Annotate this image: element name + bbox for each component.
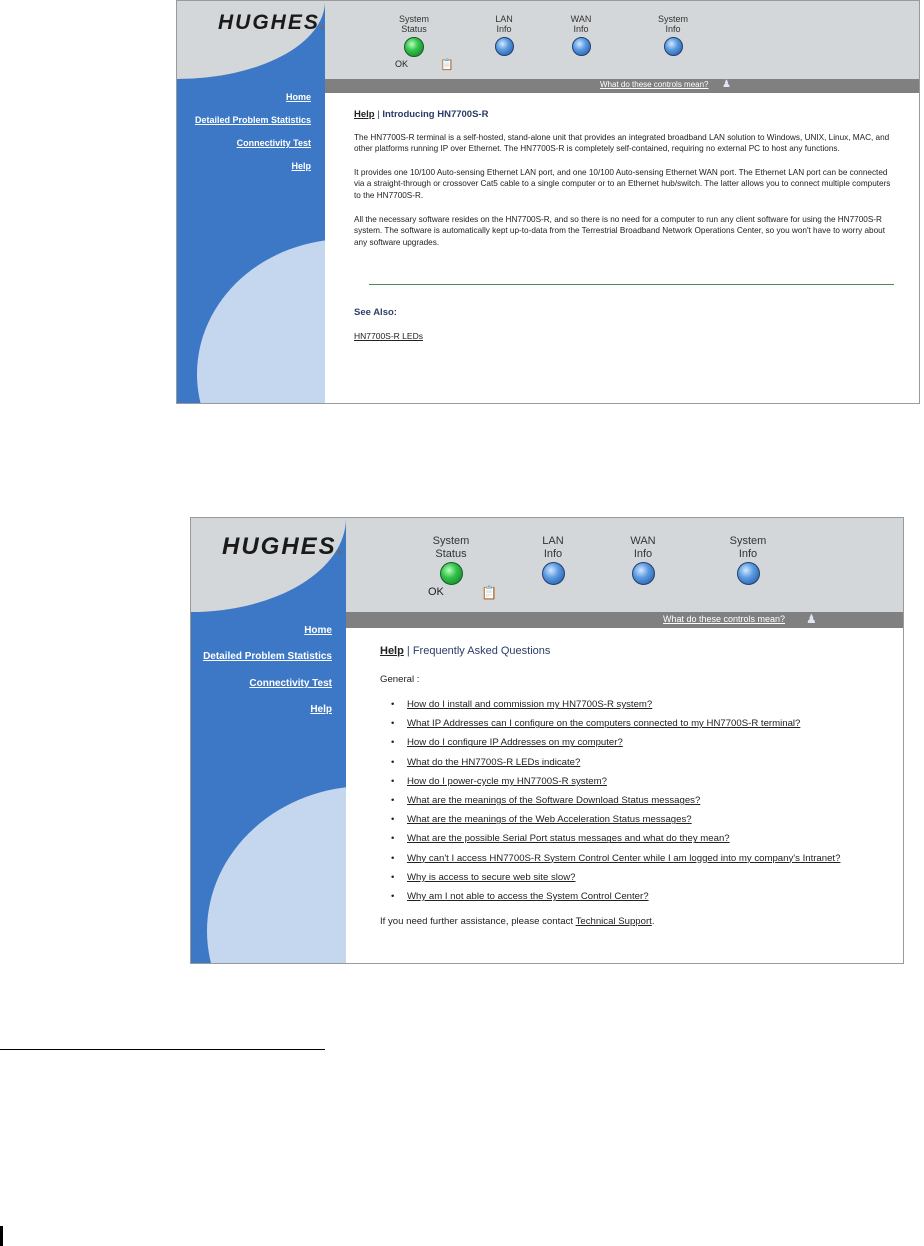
list-item: [389, 810, 890, 829]
indicator-lan-info[interactable]: [487, 14, 521, 56]
status-led-green-icon[interactable]: [404, 37, 424, 57]
faq-list: [389, 695, 890, 906]
assist-suffix: .: [651, 916, 655, 928]
list-item: [389, 714, 890, 733]
person-icon[interactable]: ♟: [722, 79, 731, 90]
breadcrumb-sep: |: [374, 109, 383, 120]
status-led-green-icon[interactable]: [440, 562, 463, 585]
sidebar-item-home[interactable]: Home: [285, 92, 311, 102]
wan-led-icon[interactable]: [572, 37, 591, 56]
section-label: General :: [380, 674, 420, 685]
clipboard-icon[interactable]: 📋: [481, 585, 498, 600]
faq-link[interactable]: How do I install and commission my HN7700S-R system?: [407, 699, 653, 710]
indicator-label: System Info: [657, 14, 688, 35]
controls-help-link[interactable]: What do these controls mean?: [600, 80, 709, 89]
faq-link[interactable]: Why is access to secure web site slow?: [407, 871, 576, 883]
sidebar: [191, 518, 346, 963]
controls-band: [325, 79, 919, 93]
sidebar-item-help[interactable]: Help: [310, 704, 332, 715]
paragraph: The HN7700S-R terminal is a self-hosted, stand-alone unit that provides an integrated broadband LAN solution to Windows, UNIX, Linux, MAC, and other platforms running IP over Ethernet. The HN7700S-R is completely self-contained, requiring no external PC to host any functions.: [354, 132, 890, 154]
sidebar-item-detailed-problem-statistics[interactable]: Detailed Problem Statistics: [203, 651, 332, 662]
faq-link[interactable]: How do I power-cycle my HN7700S-R system?: [407, 775, 607, 787]
logo-mark: .: [336, 533, 346, 560]
list-item: [389, 829, 890, 848]
list-item: [389, 791, 890, 810]
breadcrumb-title: Frequently Asked Questions: [412, 645, 551, 657]
list-item: [389, 753, 890, 772]
see-also-link[interactable]: HN7700S-R LEDs: [354, 331, 423, 341]
page-title: [380, 645, 890, 657]
indicator-wan-info[interactable]: [564, 14, 598, 56]
sidebar-swoosh-bottom: [197, 239, 325, 403]
clipboard-icon[interactable]: 📋: [440, 59, 454, 71]
screenshot-faq: [190, 517, 904, 964]
breadcrumb-help-link[interactable]: Help: [380, 645, 404, 657]
person-icon[interactable]: ♟: [806, 612, 817, 626]
technical-support-link[interactable]: Technical Support: [575, 916, 652, 928]
list-item: [389, 868, 890, 887]
controls-band: [346, 612, 903, 628]
indicator-label: WAN Info: [630, 535, 656, 560]
main-content: [354, 109, 899, 248]
list-item: [389, 849, 890, 868]
page-edge-bar: [0, 1226, 3, 1246]
indicator-lan-info[interactable]: [533, 535, 573, 585]
list-item: [389, 772, 890, 791]
divider: [369, 284, 894, 285]
faq-link[interactable]: What do the HN7700S-R LEDs indicate?: [407, 756, 581, 768]
list-item: [389, 887, 890, 906]
sidebar-item-help[interactable]: Help: [291, 161, 311, 171]
system-info-led-icon[interactable]: [664, 37, 683, 56]
page-title: [354, 109, 899, 121]
breadcrumb-sep: |: [403, 645, 413, 657]
hughes-logo: [218, 11, 328, 35]
status-ok-text: OK: [428, 586, 444, 598]
faq-link[interactable]: How do I configure IP Addresses on my computer?: [407, 737, 623, 749]
see-also-heading: See Also:: [354, 307, 397, 318]
system-info-led-icon[interactable]: [737, 562, 760, 585]
indicator-label: WAN Info: [570, 14, 592, 35]
controls-help-link[interactable]: What do these controls mean?: [663, 614, 786, 624]
logo-text: HUGHES: [218, 11, 320, 34]
footnote-rule: [0, 1049, 325, 1050]
breadcrumb-help-link[interactable]: Help: [354, 109, 375, 120]
indicator-label: System Status: [398, 14, 429, 35]
screenshot-introducing: [176, 0, 920, 404]
list-item: [389, 733, 890, 752]
faq-link[interactable]: What are the meanings of the Web Acceleration Status messages?: [407, 814, 692, 826]
main-content: [380, 645, 890, 927]
sidebar-item-home[interactable]: Home: [304, 625, 332, 636]
paragraph: It provides one 10/100 Auto-sensing Ethernet LAN port, and one 10/100 Auto-sensing Ethernet WAN port. The Ethernet LAN port can be connected via a straight-through or crossover Cat5 cable to a single computer or to an Ethernet hub/switch. The latter allows you to connect multiple computers to the HN7700S-R.: [354, 167, 891, 200]
indicator-system-status[interactable]: [394, 14, 434, 57]
indicator-label: System Info: [729, 535, 767, 560]
assist-prefix: If you need further assistance, please contact: [380, 916, 576, 928]
hughes-logo: [222, 533, 345, 561]
sidebar-swoosh-bottom: [207, 786, 346, 963]
faq-link[interactable]: Why am I not able to access the System Control Center?: [407, 891, 649, 903]
assistance-text: [380, 916, 890, 927]
indicator-label: LAN Info: [495, 14, 513, 35]
faq-link[interactable]: What are the meanings of the Software Download Status messages?: [407, 795, 701, 807]
sidebar-item-connectivity-test[interactable]: Connectivity Test: [249, 678, 332, 689]
indicator-system-info[interactable]: [724, 535, 772, 585]
lan-led-icon[interactable]: [495, 37, 514, 56]
faq-link[interactable]: What IP Addresses can I configure on the computers connected to my HN7700S-R terminal?: [407, 718, 801, 730]
faq-link[interactable]: What are the possible Serial Port status messages and what do they mean?: [407, 833, 730, 845]
indicator-system-info[interactable]: [653, 14, 693, 56]
wan-led-icon[interactable]: [632, 562, 655, 585]
indicator-label: LAN Info: [542, 535, 564, 560]
logo-mark: .: [319, 11, 328, 34]
status-ok-text: OK: [395, 59, 409, 69]
sidebar: [177, 1, 325, 403]
indicator-label: System Status: [432, 535, 470, 560]
indicator-wan-info[interactable]: [623, 535, 663, 585]
list-item: [389, 695, 890, 714]
logo-text: HUGHES: [222, 533, 337, 560]
indicator-system-status[interactable]: [427, 535, 475, 585]
paragraph: All the necessary software resides on the HN7700S-R, and so there is no need for a computer to run any client software for using the HN7700S-R system. The software is automatically kept up-to-data from the Terrestrial Broadband Network Operations Center, so you won't have to worry about any software upgrades.: [354, 214, 885, 247]
faq-link[interactable]: Why can't I access HN7700S-R System Control Center while I am logged into my company's Intranet?: [407, 852, 841, 864]
breadcrumb-title: Introducing HN7700S-R: [382, 109, 489, 120]
sidebar-item-detailed-problem-statistics[interactable]: Detailed Problem Statistics: [194, 115, 311, 125]
sidebar-item-connectivity-test[interactable]: Connectivity Test: [236, 138, 311, 148]
lan-led-icon[interactable]: [542, 562, 565, 585]
